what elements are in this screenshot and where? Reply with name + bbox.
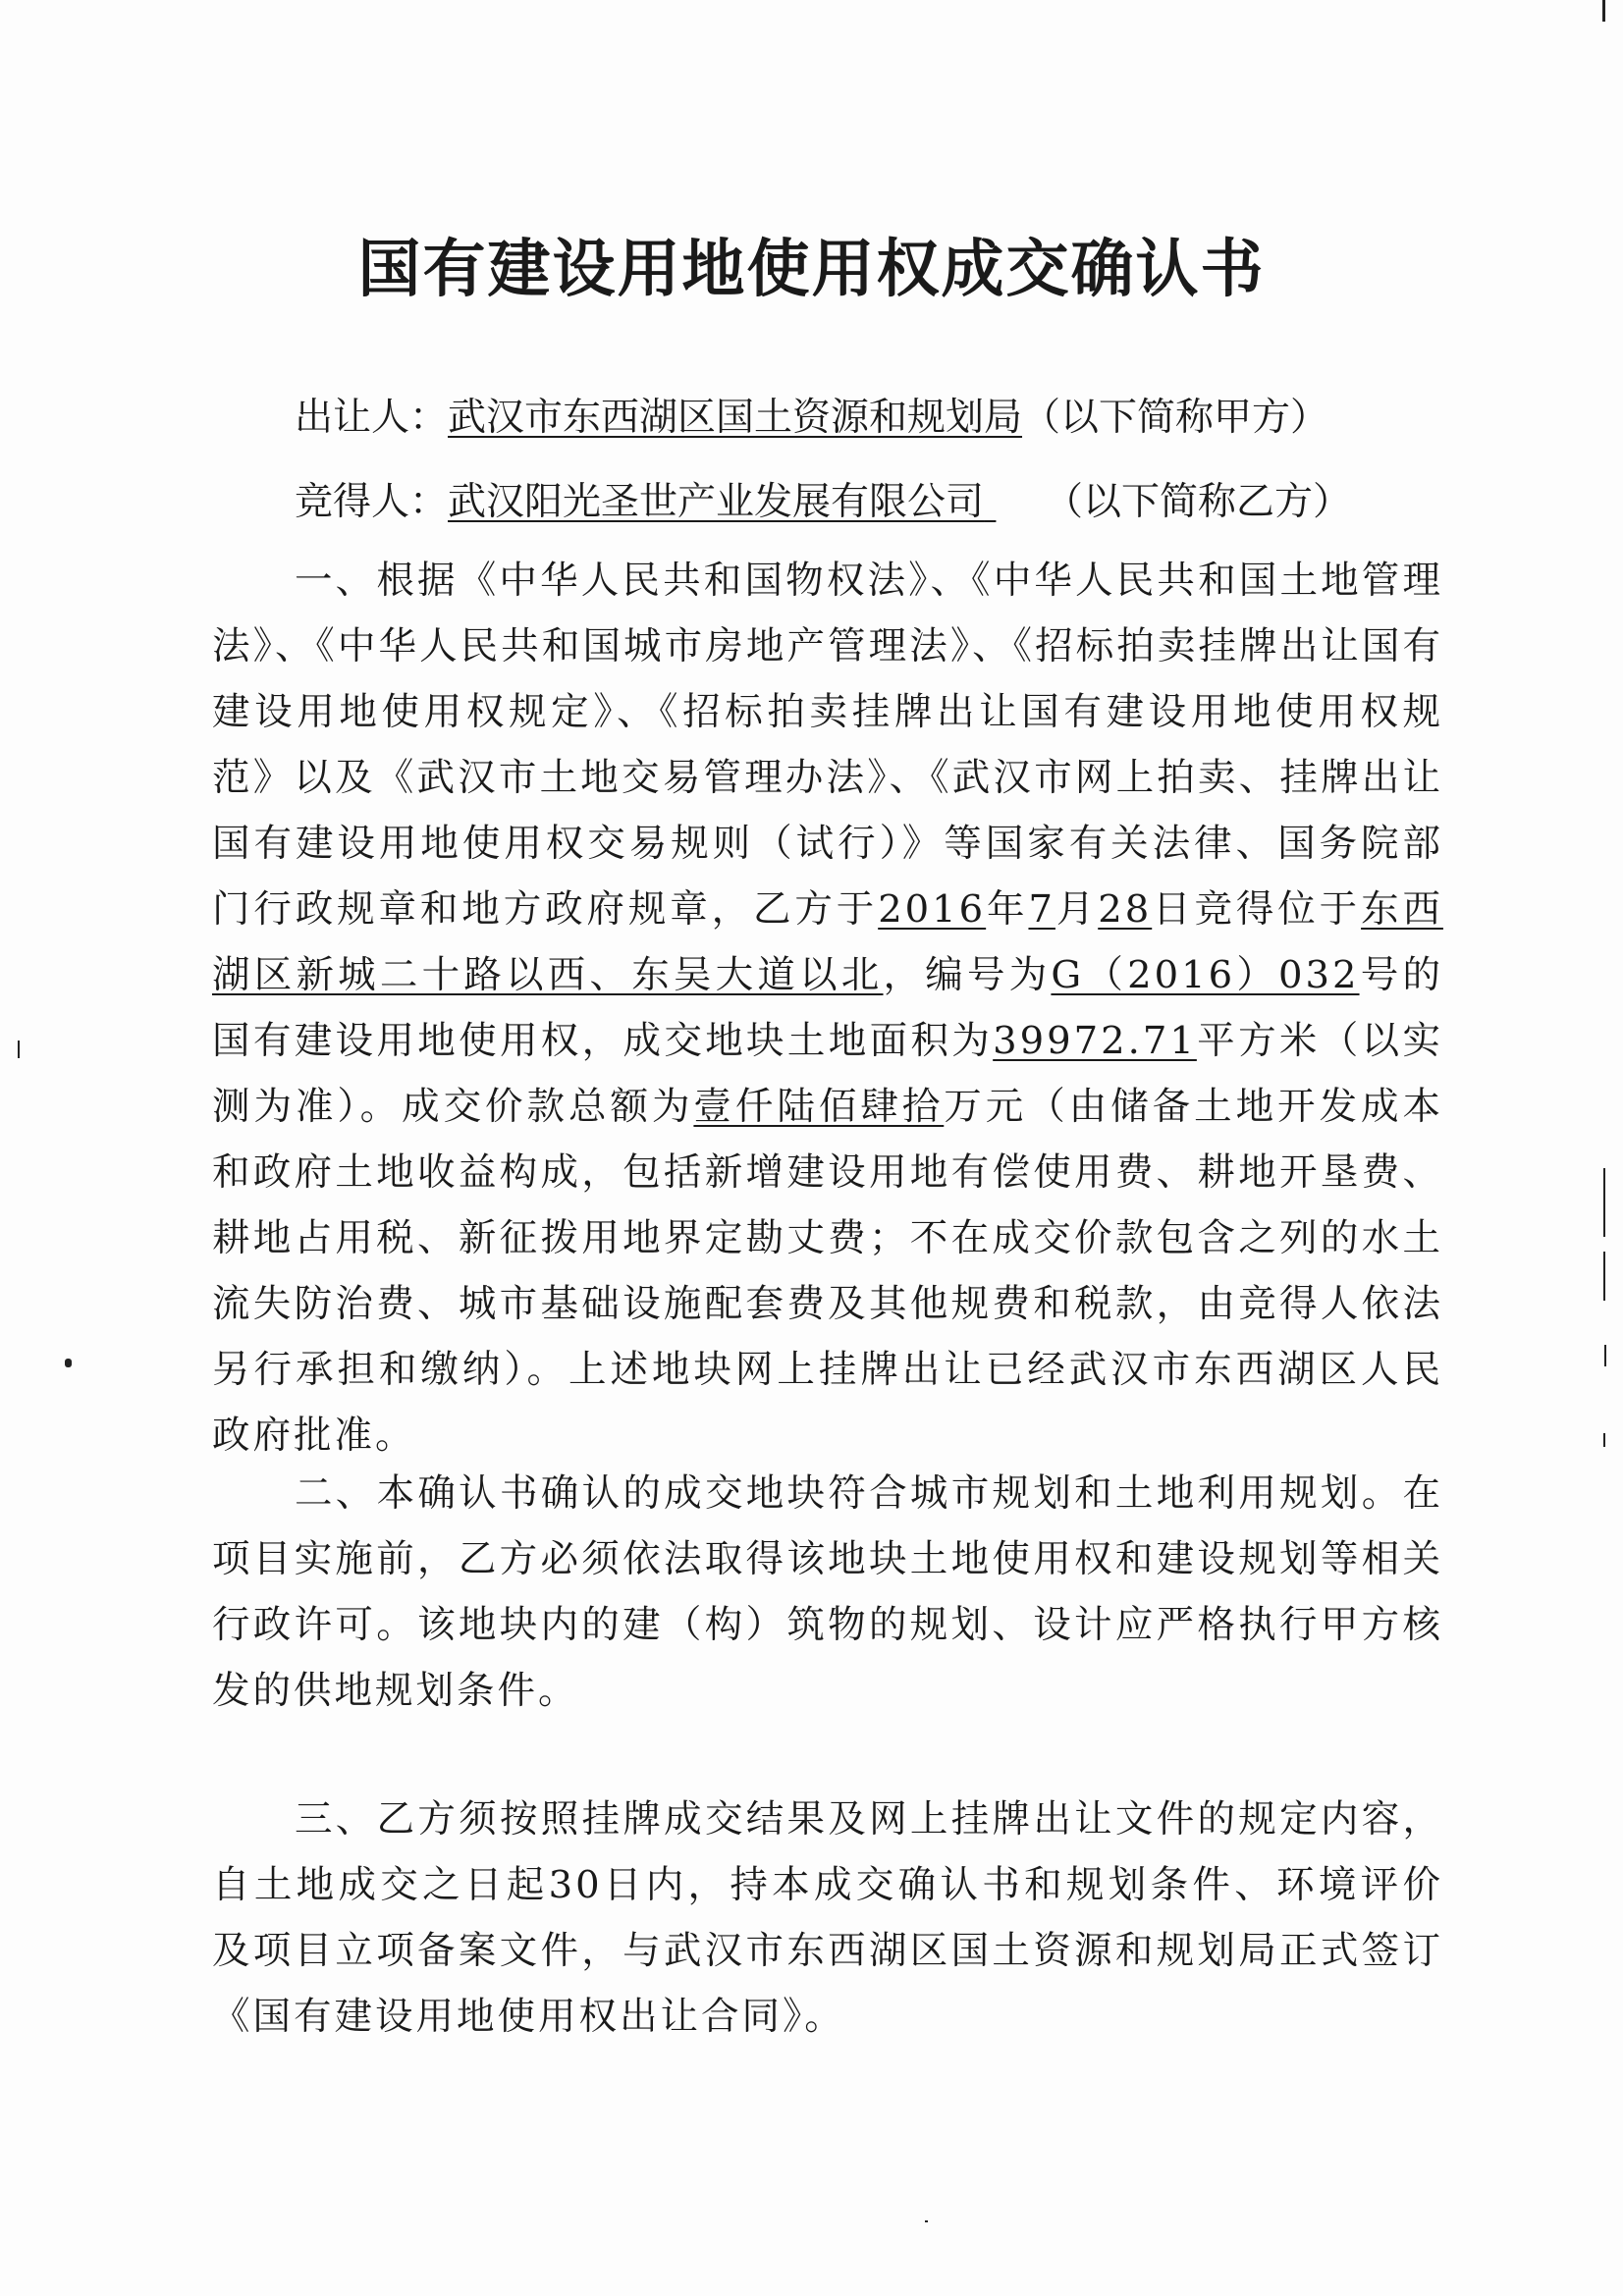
grantee-note: （以下简称乙方） [1045, 480, 1352, 524]
grantee-name: 武汉阳光圣世产业发展有限公司 [448, 480, 985, 524]
grantee-label: 竞得人： [295, 480, 449, 524]
grantor-line [295, 391, 1328, 446]
scan-mark-right-3 [1604, 1345, 1606, 1366]
scan-mark-right-4 [1603, 1433, 1605, 1447]
section-2-paragraph: 二、本确认书确认的成交地块符合城市规划和土地利用规划。在项目实施前，乙方必须依法取得该地块土地使用权和建设规划等相关行政许可。该地块内的建（构）筑物的规划、设计应严格执行甲方核发的供地规划条件。 [212, 1471, 1443, 1713]
grantor-name: 武汉市东西湖区国土资源和规划局 [448, 396, 1023, 440]
scan-mark-right-1 [1603, 1168, 1605, 1237]
parcel-after-code: 号的国有建设用地使用权，成交地块土地面积为 [212, 953, 1443, 1063]
grantor-note: （以下简称甲方） [1022, 396, 1329, 440]
scan-mark-bottom [925, 2220, 928, 2222]
scan-mark-top-right [1602, 0, 1605, 22]
deal-day: 28 [1098, 887, 1153, 932]
parcel-code: G（2016）032 [1051, 953, 1360, 997]
deal-after-price: 万元（由储备土地开发成本和政府土地收益构成，包括新增建设用地有偿使用费、耕地开垦费、耕地占用税、新征拨用地界定勘丈费；不在成交价款包含之列的水土流失防治费、城市基础设施配套费及其他规费和税款，由竞得人依法另行承担和缴纳）。上述地块网上挂牌出让已经武汉市东西湖区人民政府批准。 [212, 1085, 1443, 1458]
grantee-line [295, 475, 1351, 530]
section-1-paragraph [212, 548, 1443, 1468]
section-1-intro: 一、根据《中华人民共和国物权法》、《中华人民共和国土地管理法》、《中华人民共和国城市房地产管理法》、《招标拍卖挂牌出让国有建设用地使用权规定》、《招标拍卖挂牌出让国有建设用地使用权规范》以及《武汉市土地交易管理办法》、《武汉市网上拍卖、挂牌出让国有建设用地使用权交易规则（试行）》等国家有关法律、国务院部门行政规章和地方政府规章，乙方于 [212, 559, 1443, 932]
scan-mark-left-2 [65, 1359, 72, 1367]
deal-year: 2016 [878, 887, 987, 932]
parcel-code-prefix: ，编号为 [883, 953, 1052, 997]
scan-mark-left-1 [18, 1041, 20, 1058]
parcel-location: 东西湖区新城二十路以西、东吴大道以北 [212, 887, 1443, 997]
deal-month-unit: 月 [1055, 887, 1099, 932]
deal-year-unit: 年 [986, 887, 1029, 932]
parcel-after-area: 平方米（以实测为准）。成交价款总额为 [212, 1019, 1443, 1129]
deal-day-unit: 日竞得位于 [1152, 887, 1362, 932]
grantor-label: 出让人： [295, 396, 449, 440]
scan-mark-right-2 [1603, 1252, 1605, 1301]
section-3-paragraph: 三、乙方须按照挂牌成交结果及网上挂牌出让文件的规定内容，自土地成交之日起30日内，持本成交确认书和规划条件、环境评价及项目立项备案文件，与武汉市东西湖区国土资源和规划局正式签订《国有建设用地使用权出让合同》。 [212, 1797, 1443, 2039]
grantee-underline-gap [984, 475, 1027, 530]
deal-price: 壹仟陆佰肆拾 [693, 1085, 945, 1129]
parcel-area: 39972.71 [993, 1019, 1197, 1063]
document-title: 国有建设用地使用权成交确认书 [357, 234, 1266, 306]
deal-month: 7 [1028, 887, 1055, 932]
